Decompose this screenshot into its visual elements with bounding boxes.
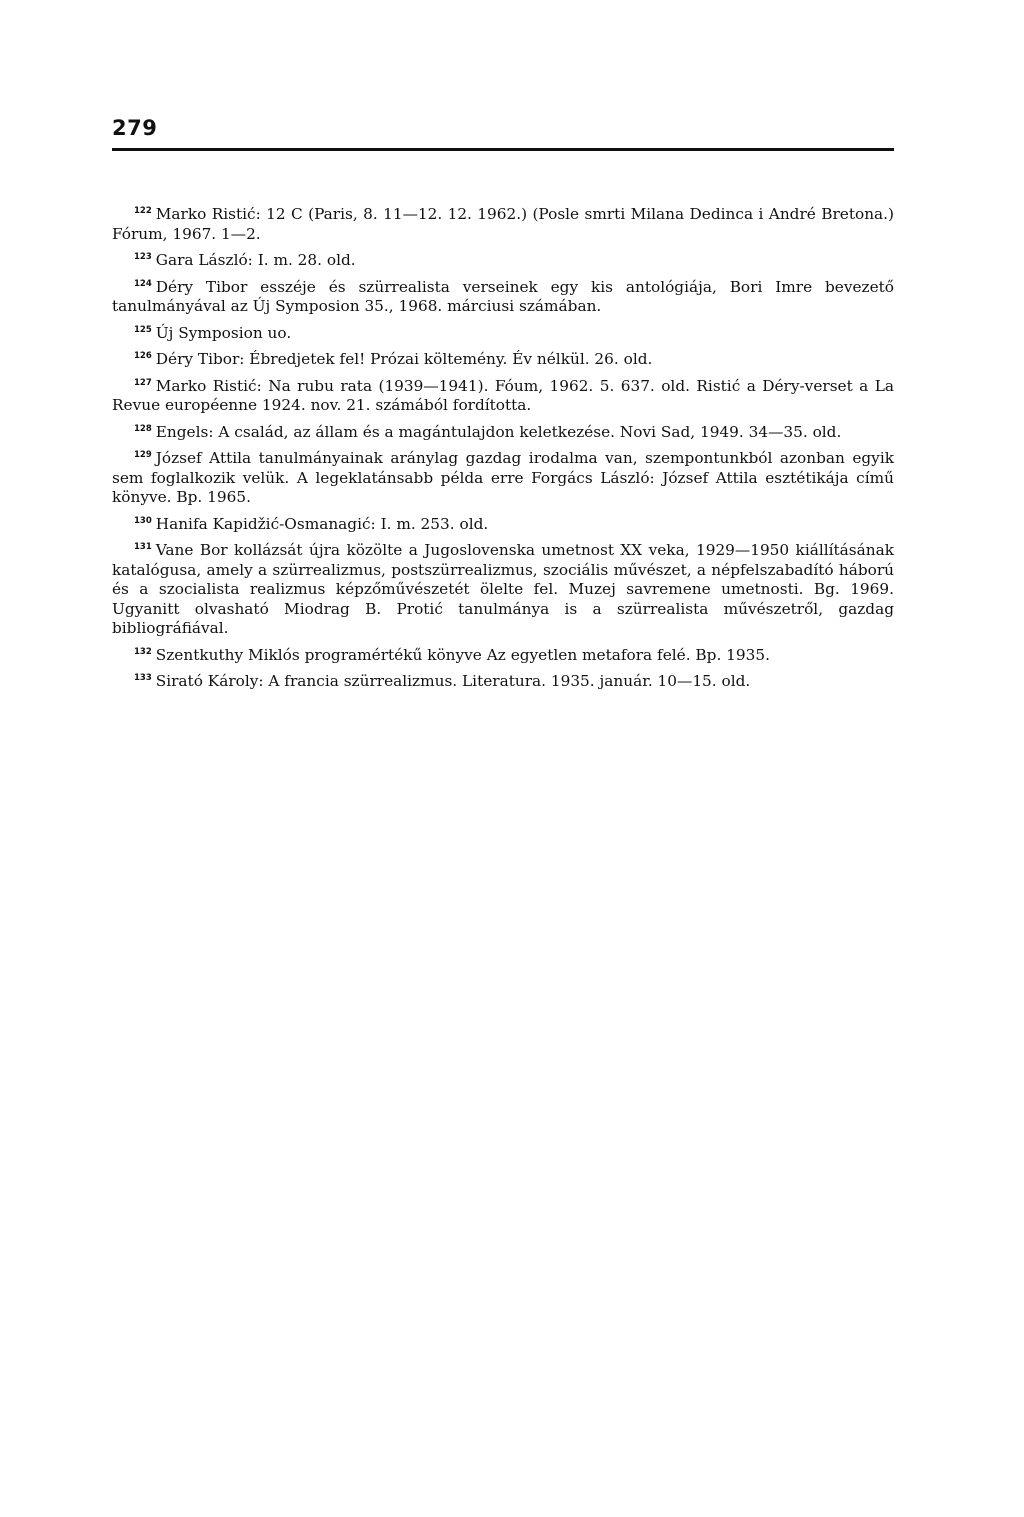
- footnote: [112, 275, 894, 317]
- footnote: [112, 248, 894, 271]
- header-rule: [112, 148, 894, 151]
- footnote: [112, 512, 894, 535]
- footnote-number: 131: [134, 542, 152, 552]
- footnote-number: 133: [134, 673, 152, 683]
- footnote-number: 123: [134, 252, 152, 262]
- footnote-number: 124: [134, 278, 152, 289]
- footnote-text: Hanifa Kapidžić-Osmanagić: I. m. 253. old.: [155, 514, 489, 533]
- footnote-text: Vane Bor kollázsát újra közölte a Jugoslovenska umetnost XX veka, 1929—1950 kiállításának katalógusa, amely a szürrealizmus, postszürrealizmus, szociális művészet, a népfelszabadító háború és a szocialista realizmus képzőművészetét ölelte fel. Muzej savremene umetnosti. Bg. 1969. Ugyanitt olvasható Miodrag B. Protić tanulmánya is a szürrealista művészetről, gazdag bibliográfiával.: [112, 541, 894, 637]
- footnote-text: Déry Tibor esszéje és szürrealista verseinek egy kis antológiája, Bori Imre bevezető tanulmányával az Új Symposion 35., 1968. márciusi számában.: [112, 277, 894, 315]
- footnote-number: 126: [134, 351, 152, 361]
- footnote: [112, 347, 894, 370]
- footnote-text: Szentkuthy Miklós programértékű könyve Az egyetlen metafora felé. Bp. 1935.: [155, 645, 770, 664]
- footnote-number: 130: [134, 515, 152, 526]
- footnote: [112, 669, 894, 692]
- footnote-number: 127: [134, 377, 152, 388]
- footnote-text: Új Symposion uo.: [155, 323, 292, 342]
- footnote-text: Marko Ristić: 12 C (Paris, 8. 11—12. 12. 1962.) (Posle smrti Milana Dedinca i André Bretona.) Fórum, 1967. 1—2.: [112, 205, 894, 243]
- footnote-text: Marko Ristić: Na rubu rata (1939—1941). Fóum, 1962. 5. 637. old. Ristić a Déry-verset a La Revue européenne 1924. nov. 21. számából fordította.: [112, 376, 894, 414]
- footnotes: [112, 202, 894, 696]
- footnote: [112, 643, 894, 666]
- footnote-text: Engels: A család, az állam és a magántulajdon keletkezése. Novi Sad, 1949. 34—35. old.: [155, 422, 842, 441]
- footnote-number: 125: [134, 324, 152, 335]
- footnote: [112, 420, 894, 443]
- page-number: 279: [112, 116, 158, 140]
- footnote-number: 129: [134, 450, 152, 460]
- footnote: [112, 202, 894, 244]
- footnote: [112, 446, 894, 508]
- footnote: [112, 374, 894, 416]
- footnote-number: 128: [134, 423, 152, 434]
- footnote-text: Sirató Károly: A francia szürrealizmus. Literatura. 1935. január. 10—15. old.: [155, 672, 751, 690]
- footnote-text: József Attila tanulmányainak aránylag gazdag irodalma van, szempontunkból azonban egyik sem foglalkozik velük. A legeklatánsabb példa erre Forgács László: József Attila esztétikája című könyve. Bp. 1965.: [112, 449, 894, 506]
- footnote-number: 122: [134, 206, 152, 216]
- footnote-number: 132: [134, 646, 152, 657]
- footnote: [112, 321, 894, 344]
- footnote-text: Gara László: I. m. 28. old.: [155, 251, 356, 269]
- footnote-text: Déry Tibor: Ébredjetek fel! Prózai költemény. Év nélkül. 26. old.: [155, 350, 653, 368]
- footnote: [112, 538, 894, 639]
